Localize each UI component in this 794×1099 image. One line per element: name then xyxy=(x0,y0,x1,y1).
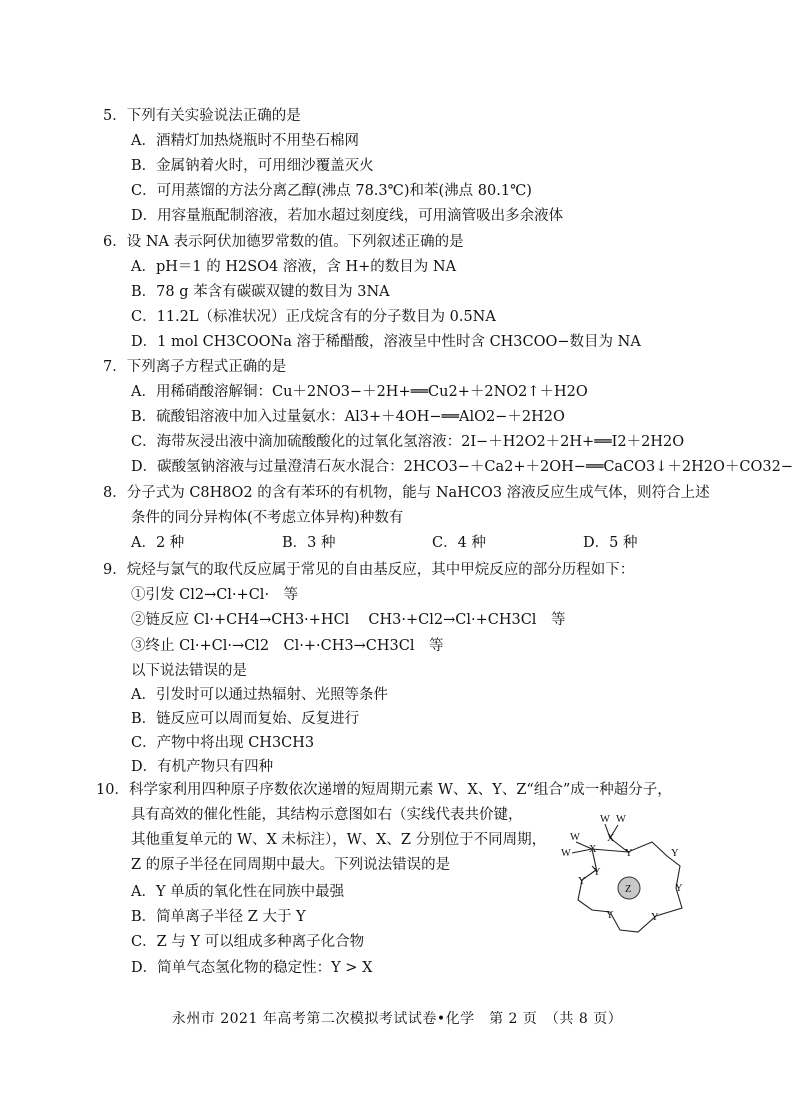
q10-stem: 10．科学家利用四种原子序数依次递增的短周期元素 W、X、Y、Z“组合”成一种超分子， xyxy=(96,782,672,798)
q9-option-d: D．有机产物只有四种 xyxy=(131,759,274,775)
q8-option-c: C．4 种 xyxy=(432,535,486,551)
diagram-label-w4: W xyxy=(616,814,626,825)
q5-option-c: C．可用蒸馏的方法分离乙醇(沸点 78.3℃)和苯(沸点 80.1℃) xyxy=(131,183,532,199)
q10-stem-line-2: 其他重复单元的 W、X 未标注），W、X、Z 分别位于不同周期， xyxy=(131,832,547,848)
q10-stem-line-1: 具有高效的催化性能，其结构示意图如右（实线代表共价键， xyxy=(131,807,523,823)
q6-option-c: C．11.2L（标准状况）正戊烷含有的分子数目为 0.5NA xyxy=(131,309,496,325)
q9-option-a: A．引发时可以通过热辐射、光照等条件 xyxy=(131,687,388,703)
q10-option-a: A．Y 单质的氧化性在同族中最强 xyxy=(131,884,345,900)
q6-option-a: A．pH＝1 的 H2SO4 溶液，含 H+的数目为 NA xyxy=(131,259,457,275)
q7-option-a: A．用稀硝酸溶解铜：Cu＋2NO3−＋2H+══Cu2+＋2NO2↑＋H2O xyxy=(131,384,588,400)
q7-option-b: B．硫酸铝溶液中加入过量氨水：Al3+＋4OH−══AlO2−＋2H2O xyxy=(131,409,565,425)
q5-option-d: D．用容量瓶配制溶液，若加水超过刻度线，可用滴管吸出多余液体 xyxy=(131,208,564,224)
q7-option-d: D．碳酸氢钠溶液与过量澄清石灰水混合：2HCO3−＋Ca2+＋2OH−══CaCO3↓＋2H2O＋CO32− xyxy=(131,459,793,475)
supramolecule-diagram xyxy=(552,808,702,948)
diagram-label-y5: Y xyxy=(606,910,614,921)
q10-stem-line-3: Z 的原子半径在同周期中最大。下列说法错误的是 xyxy=(131,857,451,873)
diagram-label-y4: Y xyxy=(651,912,659,923)
q9-option-b: B．链反应可以周而复始、反复进行 xyxy=(131,711,360,727)
diagram-label-w2: W xyxy=(561,848,571,859)
q9-step-2: ②链反应 Cl·+CH4→CH3·+HCl CH3·+Cl2→Cl·+CH3Cl 等 xyxy=(131,612,566,628)
diagram-label-x2: X xyxy=(607,833,615,844)
diagram-label-z: Z xyxy=(625,884,632,895)
q5-option-b: B．金属钠着火时，可用细沙覆盖灭火 xyxy=(131,158,374,174)
q9-step-1: ①引发 Cl2→Cl·+Cl· 等 xyxy=(131,587,299,603)
q8-option-d: D．5 种 xyxy=(583,535,638,551)
diagram-label-y3: Y xyxy=(675,883,683,894)
q5-option-a: A．酒精灯加热烧瓶时不用垫石棉网 xyxy=(131,133,359,149)
diagram-label-w3: W xyxy=(600,814,610,825)
q5-stem: 5．下列有关实验说法正确的是 xyxy=(103,108,301,124)
diagram-label-y1: Y xyxy=(625,848,633,859)
q6-option-d: D．1 mol CH3COONa 溶于稀醋酸，溶液呈中性时含 CH3COO−数目为 NA xyxy=(131,334,641,350)
q10-option-c: C．Z 与 Y 可以组成多种离子化合物 xyxy=(131,934,365,950)
q7-option-c: C．海带灰浸出液中滴加硫酸酸化的过氧化氢溶液：2I−＋H2O2＋2H+══I2＋2H2O xyxy=(131,434,685,450)
q8-stem-cont: 条件的同分异构体(不考虑立体异构)种数有 xyxy=(131,510,404,526)
diagram-label-w1: W xyxy=(570,832,580,843)
diagram-label-x1: X xyxy=(589,844,597,855)
q10-option-b: B．简单离子半径 Z 大于 Y xyxy=(131,909,306,925)
q9-step-3: ③终止 Cl·+Cl·→Cl2 Cl·+·CH3→CH3Cl 等 xyxy=(131,638,444,654)
q8-stem: 8．分子式为 C8H8O2 的含有苯环的有机物，能与 NaHCO3 溶液反应生成气体，则符合上述 xyxy=(103,485,710,501)
q10-option-d: D．简单气态氢化物的稳定性：Y > X xyxy=(131,960,373,976)
q7-stem: 7．下列离子方程式正确的是 xyxy=(103,359,287,375)
page-footer: 永州市 2021 年高考第二次模拟考试试卷•化学 第 2 页 （共 8 页） xyxy=(171,1011,623,1027)
diagram-label-y2: Y xyxy=(671,848,679,859)
diagram-label-y7: Y xyxy=(593,867,601,878)
diagram-label-y6: Y xyxy=(578,876,586,887)
q6-option-b: B．78 g 苯含有碳碳双键的数目为 3NA xyxy=(131,284,390,300)
q8-option-b: B．3 种 xyxy=(282,535,336,551)
q8-option-a: A．2 种 xyxy=(131,535,185,551)
q9-option-c: C．产物中将出现 CH3CH3 xyxy=(131,735,315,751)
q9-stem: 9．烷烃与氯气的取代反应属于常见的自由基反应，其中甲烷反应的部分历程如下： xyxy=(103,562,635,578)
q9-sub-prompt: 以下说法错误的是 xyxy=(131,663,247,679)
q6-stem: 6．设 NA 表示阿伏加德罗常数的值。下列叙述正确的是 xyxy=(103,234,464,250)
